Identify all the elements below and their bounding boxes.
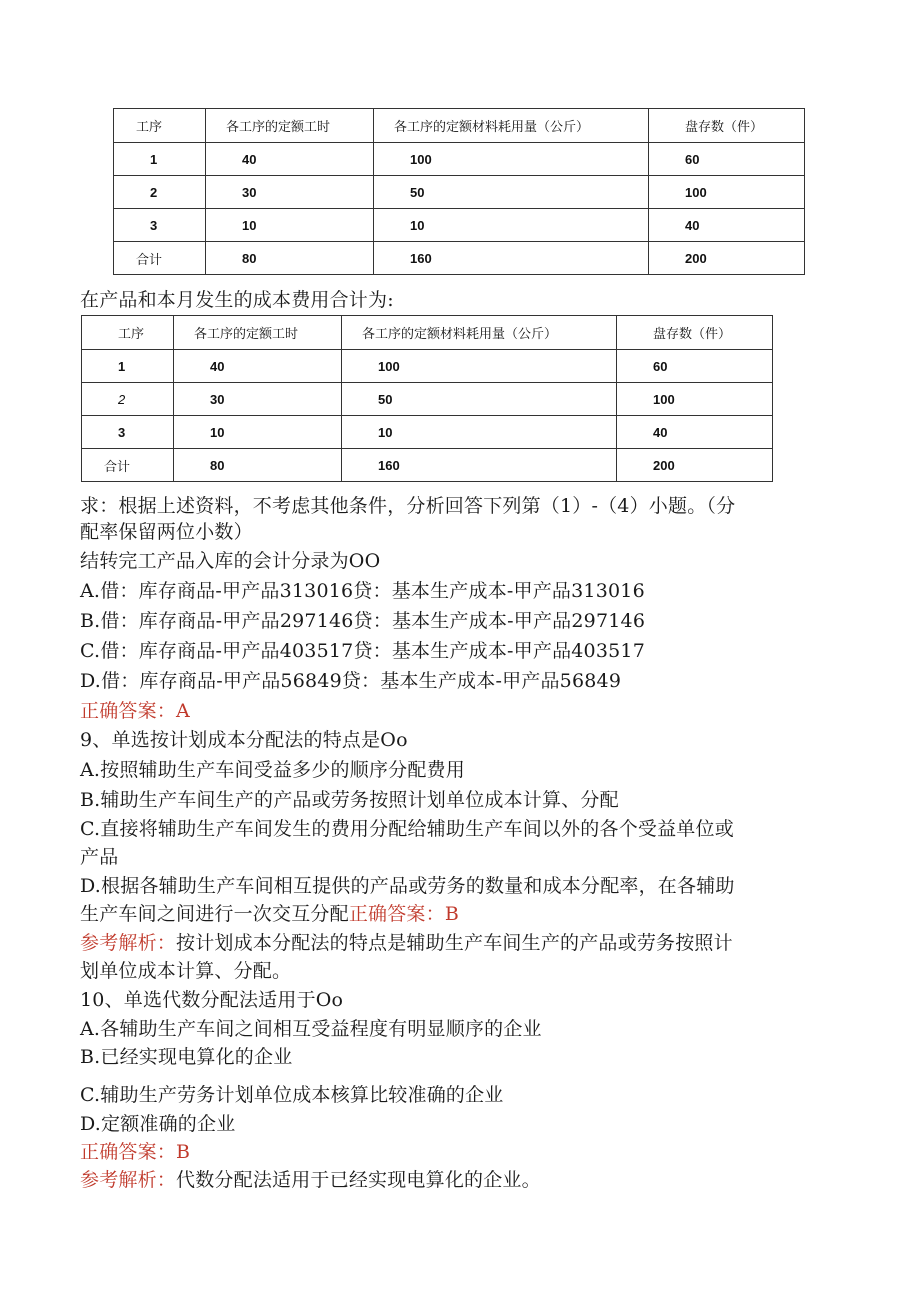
table-row [82,449,773,482]
question-8-stem: 结转完工产品入库的会计分录为OO [80,550,381,572]
table-row [114,242,805,275]
header-cell: 各工序的定额工时 [206,109,374,143]
explanation-text: 按计划成本分配法的特点是辅助生产车间生产的产品或劳务按照计 [176,932,733,954]
table-cell: 100 [342,350,617,383]
table-cell: 2 [82,383,174,416]
question-9-stem: 9、单选按计划成本分配法的特点是Oo [80,729,408,751]
table-row [82,416,773,449]
header-cell: 盘存数（件） [617,316,773,350]
table-cell: 1 [114,143,206,176]
header-cell: 盘存数（件） [649,109,805,143]
table-cell: 30 [174,383,342,416]
table-cell: 40 [617,416,773,449]
option-c: C.辅助生产劳务计划单位成本核算比较准确的企业 [80,1084,504,1106]
option-d: D.借：库存商品-甲产品56849贷：基本生产成本-甲产品56849 [80,670,622,692]
explanation-label: 参考解析： [80,1169,177,1191]
table-cell: 合计 [82,449,174,482]
intro-line: 在产品和本月发生的成本费用合计为: [80,289,394,311]
option-d-line-2 [80,900,459,928]
table-cell: 160 [374,242,649,275]
table-row [114,209,805,242]
header-cell: 工序 [82,316,174,350]
table-row [82,350,773,383]
option-a: A.按照辅助生产车间受益多少的顺序分配费用 [80,759,465,781]
requirement-line: 配率保留两位小数） [80,521,253,543]
table-row [114,143,805,176]
table-cell: 100 [617,383,773,416]
table-cell: 1 [82,350,174,383]
table-cell: 3 [114,209,206,242]
requirement-line: 求：根据上述资料，不考虑其他条件，分析回答下列第（1）-（4）小题。（分 [80,495,736,517]
option-b: B.辅助生产车间生产的产品或劳务按照计划单位成本计算、分配 [80,789,619,811]
header-cell: 各工序的定额工时 [174,316,342,350]
table-cell: 10 [374,209,649,242]
table-cell: 60 [649,143,805,176]
table-cell: 200 [617,449,773,482]
table-cell: 100 [374,143,649,176]
explanation-text: 代数分配法适用于已经实现电算化的企业。 [176,1169,541,1191]
option-c: C.借：库存商品-甲产品403517贷：基本生产成本-甲产品403517 [80,640,646,662]
table-cell: 10 [342,416,617,449]
option-b: B.已经实现电算化的企业 [80,1046,293,1068]
option-c: C.直接将辅助生产车间发生的费用分配给辅助生产车间以外的各个受益单位或 [80,818,734,840]
explanation-line [80,929,733,957]
stock-table-2 [81,315,773,482]
explanation-label: 参考解析： [80,932,177,954]
option-c-cont: 产品 [80,846,119,868]
table-header-row [114,109,805,143]
option-a: A.各辅助生产车间之间相互受益程度有明显顺序的企业 [80,1018,542,1040]
table-cell: 200 [649,242,805,275]
table-cell: 160 [342,449,617,482]
table-cell: 10 [206,209,374,242]
table-cell: 100 [649,176,805,209]
table-cell: 3 [82,416,174,449]
table-cell: 40 [649,209,805,242]
correct-answer: 正确答案：B [80,1141,191,1163]
stock-table-1 [113,108,805,275]
table-cell: 40 [174,350,342,383]
table-cell: 50 [342,383,617,416]
correct-answer: 正确答案：A [80,700,190,722]
option-a: A.借：库存商品-甲产品313016贷：基本生产成本-甲产品313016 [80,580,645,602]
table-cell: 60 [617,350,773,383]
table-cell: 80 [174,449,342,482]
option-d: D.根据各辅助生产车间相互提供的产品或劳务的数量和成本分配率，在各辅助 [80,875,735,897]
table-cell: 80 [206,242,374,275]
correct-answer: 正确答案：B [348,903,459,925]
table-cell: 合计 [114,242,206,275]
header-cell: 工序 [114,109,206,143]
question-10-stem: 10、单选代数分配法适用于Oo [80,989,344,1011]
explanation-cont: 划单位成本计算、分配。 [80,960,292,982]
table-cell: 30 [206,176,374,209]
option-d: D.定额准确的企业 [80,1113,236,1135]
table-cell: 2 [114,176,206,209]
table-header-row [82,316,773,350]
header-cell: 各工序的定额材料耗用量（公斤） [342,316,617,350]
header-cell: 各工序的定额材料耗用量（公斤） [374,109,649,143]
table-row [114,176,805,209]
table-row [82,383,773,416]
option-d-cont: 生产车间之间进行一次交互分配 [80,903,349,925]
table-cell: 50 [374,176,649,209]
table-cell: 10 [174,416,342,449]
explanation-line [80,1166,541,1194]
table-cell: 40 [206,143,374,176]
option-b: B.借：库存商品-甲产品297146贷：基本生产成本-甲产品297146 [80,610,646,632]
